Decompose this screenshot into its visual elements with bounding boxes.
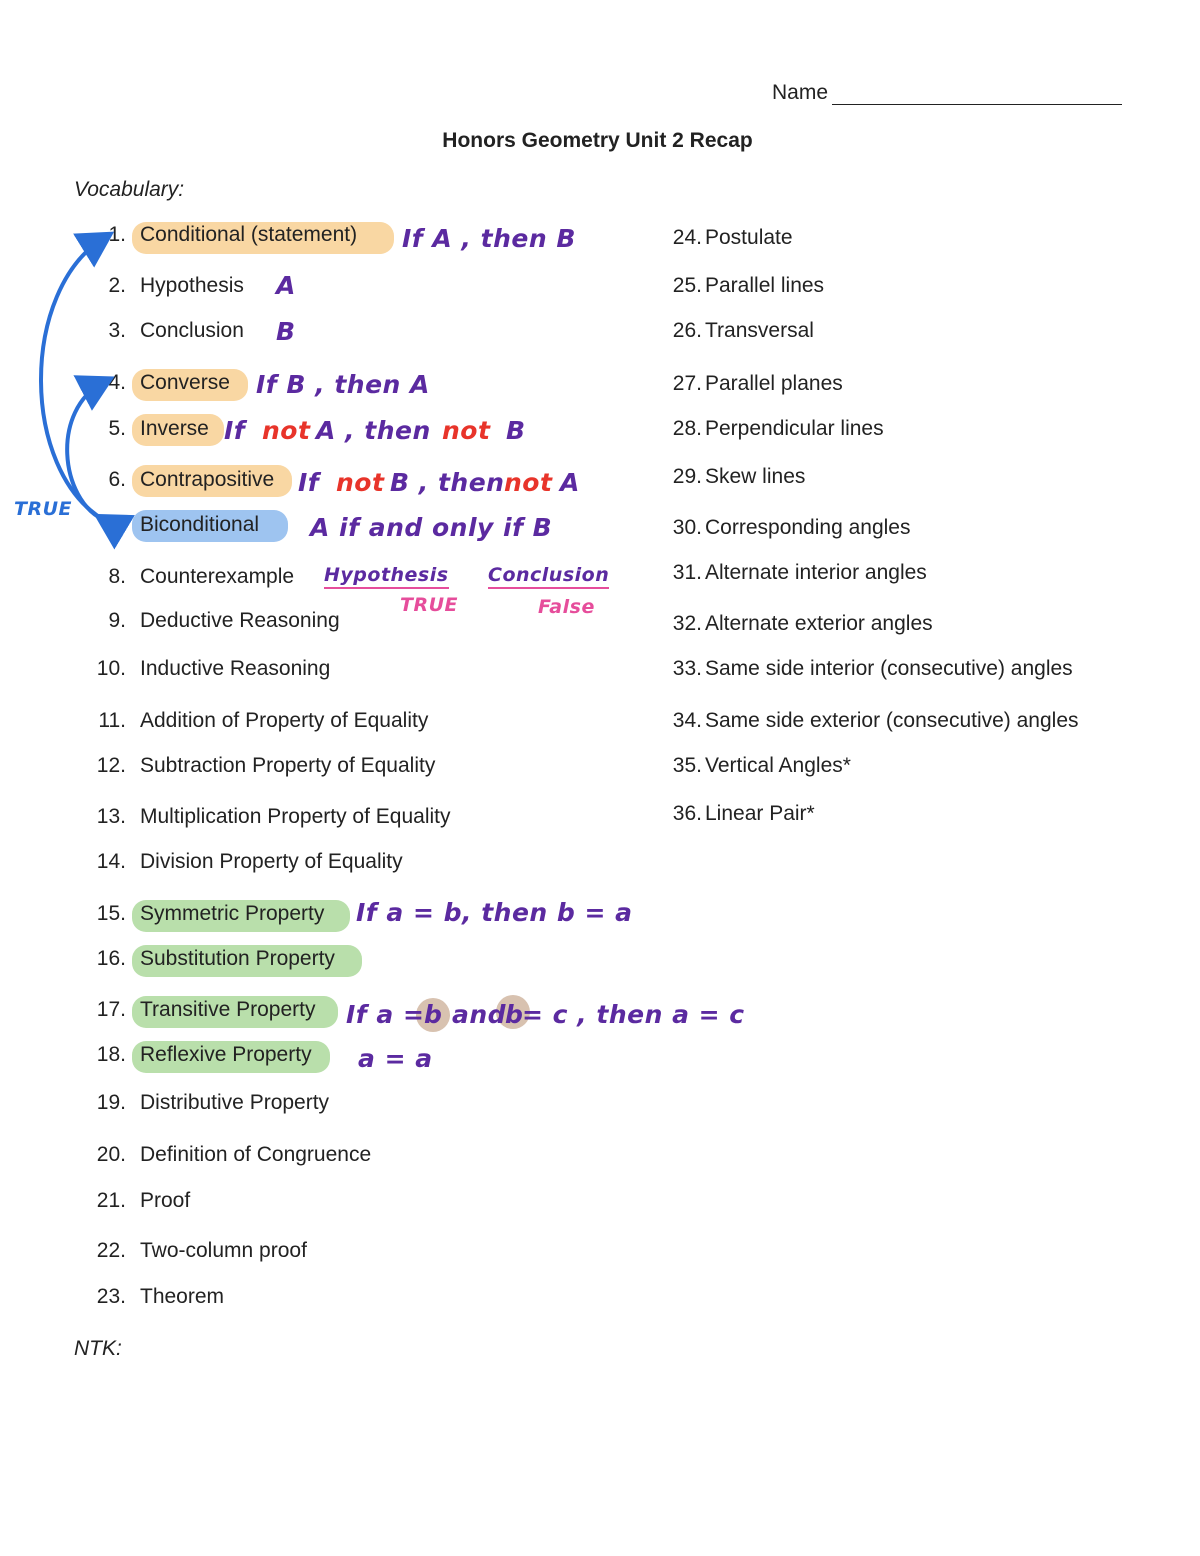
vocab-item-term: Converse xyxy=(140,371,230,394)
vocab-item-term: Inductive Reasoning xyxy=(140,657,331,680)
handwriting-counter-true: TRUE xyxy=(400,594,458,616)
vocab-item-term: Corresponding angles xyxy=(705,516,911,539)
vocab-item-number: 26. xyxy=(672,319,702,342)
handwriting-counter-false: False xyxy=(538,596,595,618)
vocab-item-term: Transversal xyxy=(705,319,814,342)
vocab-item-term: Linear Pair* xyxy=(705,802,815,825)
vocab-item-term: Contrapositive xyxy=(140,468,275,491)
vocab-item-term: Biconditional xyxy=(140,513,260,536)
vocab-item-term: Inverse xyxy=(140,417,209,440)
name-label: Name xyxy=(772,81,829,104)
vocab-item-number: 15. xyxy=(96,902,126,925)
handwriting-transitive-b1: b xyxy=(424,1000,443,1029)
handwriting-inverse-not-1: not xyxy=(262,416,311,445)
vocab-item-number: 24. xyxy=(672,226,702,249)
vocab-item-number: 30. xyxy=(672,516,702,539)
vocab-item-term: Multiplication Property of Equality xyxy=(140,805,451,828)
handwriting-inverse-middle: A , then xyxy=(316,416,431,445)
vocab-item-number: 34. xyxy=(672,709,702,732)
vocab-item-number: 32. xyxy=(672,612,702,635)
vocab-item-term: Counterexample xyxy=(140,565,295,588)
handwriting-conclusion: B xyxy=(276,317,296,346)
vocab-item-term: Deductive Reasoning xyxy=(140,609,340,632)
handwriting-inverse-end: B xyxy=(506,416,526,445)
vocab-item-term: Two-column proof xyxy=(140,1239,307,1262)
vocab-item-term: Reflexive Property xyxy=(140,1043,312,1066)
handwriting-inverse-if: If xyxy=(224,416,246,445)
handwriting-contra-if: If xyxy=(298,468,320,497)
vocab-item-number: 33. xyxy=(672,657,702,680)
handwriting-arrow-true: TRUE xyxy=(14,498,72,520)
handwriting-transitive-and: and xyxy=(452,1000,507,1029)
vocab-item-term: Subtraction Property of Equality xyxy=(140,754,436,777)
vocab-item-term: Transitive Property xyxy=(140,998,316,1021)
vocab-item-number: 3. xyxy=(108,319,126,342)
vocab-item-term: Alternate exterior angles xyxy=(705,612,933,635)
vocab-item-number: 11. xyxy=(98,709,126,732)
vocab-item-term: Same side interior (consecutive) angles xyxy=(705,657,1073,680)
vocab-item-number: 28. xyxy=(672,417,702,440)
handwriting-transitive-end: = c , then a = c xyxy=(522,1000,745,1029)
handwriting-counter-conclusion: Conclusion xyxy=(488,563,609,589)
handwriting-biconditional: A if and only if B xyxy=(310,513,553,542)
vocab-item-number: 1. xyxy=(108,223,126,246)
vocab-item-number: 8. xyxy=(108,565,126,588)
vocab-item-number: 10. xyxy=(96,657,126,680)
vocab-item-term: Alternate interior angles xyxy=(705,561,927,584)
vocab-item-term: Perpendicular lines xyxy=(705,417,884,440)
vocab-item-number: 19. xyxy=(96,1091,126,1114)
vocab-item-number: 5. xyxy=(108,417,126,440)
vocab-item-term: Parallel planes xyxy=(705,372,843,395)
vocab-item-term: Conclusion xyxy=(140,319,244,342)
ntk-label: NTK: xyxy=(74,1337,122,1360)
vocab-item-term: Definition of Congruence xyxy=(140,1143,372,1166)
vocab-item-term: Skew lines xyxy=(705,465,806,488)
vocab-item-number: 25. xyxy=(672,274,702,297)
vocab-item-number: 4. xyxy=(108,371,126,394)
vocab-item-number: 14. xyxy=(96,850,126,873)
arrow-converse-biconditional xyxy=(67,382,104,520)
vocab-item-number: 18. xyxy=(96,1043,126,1066)
handwriting-inverse-not-2: not xyxy=(442,416,491,445)
vocab-item-number: 12. xyxy=(96,754,126,777)
vocab-item-number: 7. xyxy=(108,513,126,536)
handwriting-reflexive: a = a xyxy=(358,1044,433,1073)
handwriting-contra-middle: B , then xyxy=(390,468,505,497)
handwriting-transitive-b2: b xyxy=(505,1000,524,1029)
vocab-item-term: Conditional (statement) xyxy=(140,223,358,246)
vocab-item-number: 23. xyxy=(96,1285,126,1308)
handwriting-conditional: If A , then B xyxy=(402,224,576,253)
vocab-item-number: 17. xyxy=(96,998,126,1021)
vocab-item-term: Postulate xyxy=(705,226,793,249)
vocab-item-number: 2. xyxy=(108,274,126,297)
handwriting-transitive-start: If a = xyxy=(346,1000,425,1029)
vocab-item-number: 6. xyxy=(108,468,126,491)
vocab-item-number: 27. xyxy=(672,372,702,395)
vocab-item-term: Substitution Property xyxy=(140,947,335,970)
vocab-item-term: Same side exterior (consecutive) angles xyxy=(705,709,1079,732)
vocabulary-label: Vocabulary: xyxy=(74,178,185,201)
vocab-item-number: 16. xyxy=(96,947,126,970)
vocab-item-number: 22. xyxy=(96,1239,126,1262)
vocab-item-term: Parallel lines xyxy=(705,274,825,297)
vocab-item-term: Symmetric Property xyxy=(140,902,325,925)
vocab-item-number: 29. xyxy=(672,465,702,488)
vocab-item-number: 35. xyxy=(672,754,702,777)
vocab-item-number: 31. xyxy=(672,561,702,584)
handwriting-contra-not-2: not xyxy=(504,468,553,497)
vocab-item-term: Distributive Property xyxy=(140,1091,330,1114)
handwriting-converse: If B , then A xyxy=(256,370,430,399)
vocab-item-term: Division Property of Equality xyxy=(140,850,403,873)
vocab-item-number: 21. xyxy=(96,1189,126,1212)
vocab-item-number: 9. xyxy=(108,609,126,632)
vocab-item-number: 13. xyxy=(96,805,126,828)
handwriting-symmetric: If a = b, then b = a xyxy=(356,898,633,927)
handwriting-hypothesis: A xyxy=(276,271,296,300)
handwriting-contra-not-1: not xyxy=(336,468,385,497)
handwriting-contra-end: A xyxy=(560,468,580,497)
vocab-item-number: 36. xyxy=(672,802,702,825)
vocab-item-term: Addition of Property of Equality xyxy=(140,709,429,732)
vocab-item-term: Vertical Angles* xyxy=(705,754,851,777)
vocab-item-term: Theorem xyxy=(140,1285,225,1308)
handwriting-counter-hypothesis: Hypothesis xyxy=(324,563,449,589)
vocab-item-number: 20. xyxy=(96,1143,126,1166)
page-title: Honors Geometry Unit 2 Recap xyxy=(442,129,753,152)
vocab-item-term: Proof xyxy=(140,1189,191,1212)
vocab-item-term: Hypothesis xyxy=(140,274,244,297)
